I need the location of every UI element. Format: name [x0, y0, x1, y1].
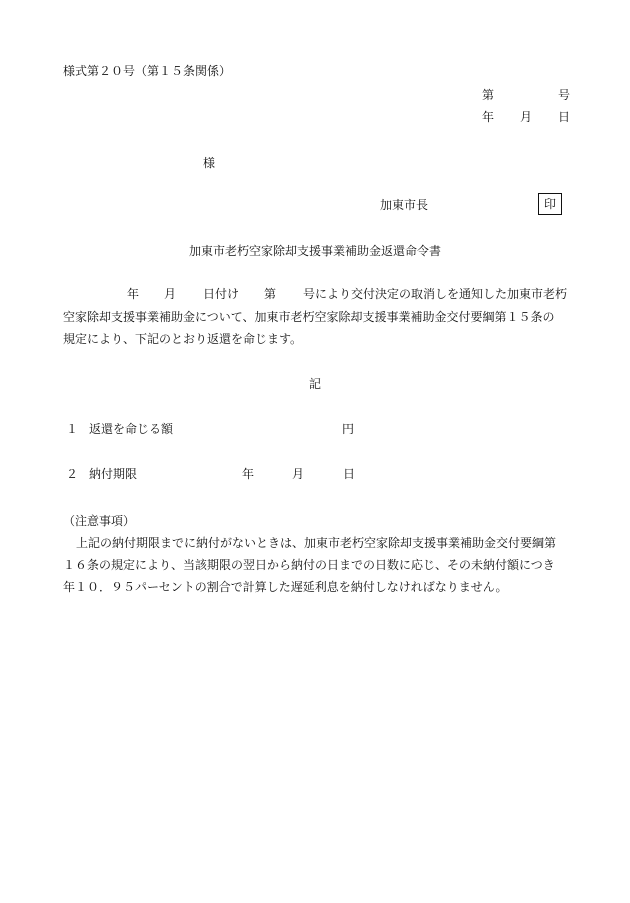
issue-date-month: 月	[520, 110, 533, 124]
body-line1-rest: 号により交付決定の取消しを通知した加東市老朽	[303, 287, 568, 301]
notes-line3: 年１０．９５パーセントの割合で計算した遅延利息を納付しなければなりません。	[63, 580, 508, 594]
seal-box: 印	[538, 193, 562, 215]
document-title: 加東市老朽空家除却支援事業補助金返還命令書	[188, 244, 441, 258]
form-id: 様式第２０号（第１５条関係）	[63, 64, 232, 78]
item1-label: 返還を命じる額	[89, 422, 174, 436]
item1-unit: 円	[342, 422, 355, 436]
item2-day: 日	[343, 467, 356, 481]
body-line1-year: 年	[127, 287, 140, 301]
doc-number-suffix: 号	[558, 88, 571, 102]
doc-number-prefix: 第	[482, 88, 495, 102]
ki-heading: 記	[308, 377, 321, 391]
item2-label: 納付期限	[89, 467, 138, 481]
issue-date-year: 年	[482, 110, 495, 124]
item1-number: １	[66, 422, 79, 436]
body-line1-day-dated: 日付け	[203, 287, 240, 301]
body-line1-month: 月	[164, 287, 177, 301]
issue-date-day: 日	[558, 110, 571, 124]
body-line2: 空家除却支援事業補助金について、加東市老朽空家除却支援事業補助金交付要綱第１５条の	[63, 310, 555, 324]
issuer-name: 加東市長	[380, 198, 429, 212]
notes-line2: １６条の規定により、当該期限の翌日から納付の日までの日数に応じ、その未納付額につき	[63, 558, 555, 572]
body-line3: 規定により、下記のとおり返還を命じます。	[63, 332, 303, 346]
item2-month: 月	[292, 467, 305, 481]
addressee-suffix: 様	[203, 156, 216, 170]
notes-line1: 上記の納付期限までに納付がないときは、加東市老朽空家除却支援事業補助金交付要綱第	[76, 536, 557, 550]
body-line1-number-prefix: 第	[264, 287, 277, 301]
item2-year: 年	[242, 467, 255, 481]
item2-number: ２	[66, 467, 79, 481]
notes-heading: （注意事項）	[63, 514, 136, 528]
